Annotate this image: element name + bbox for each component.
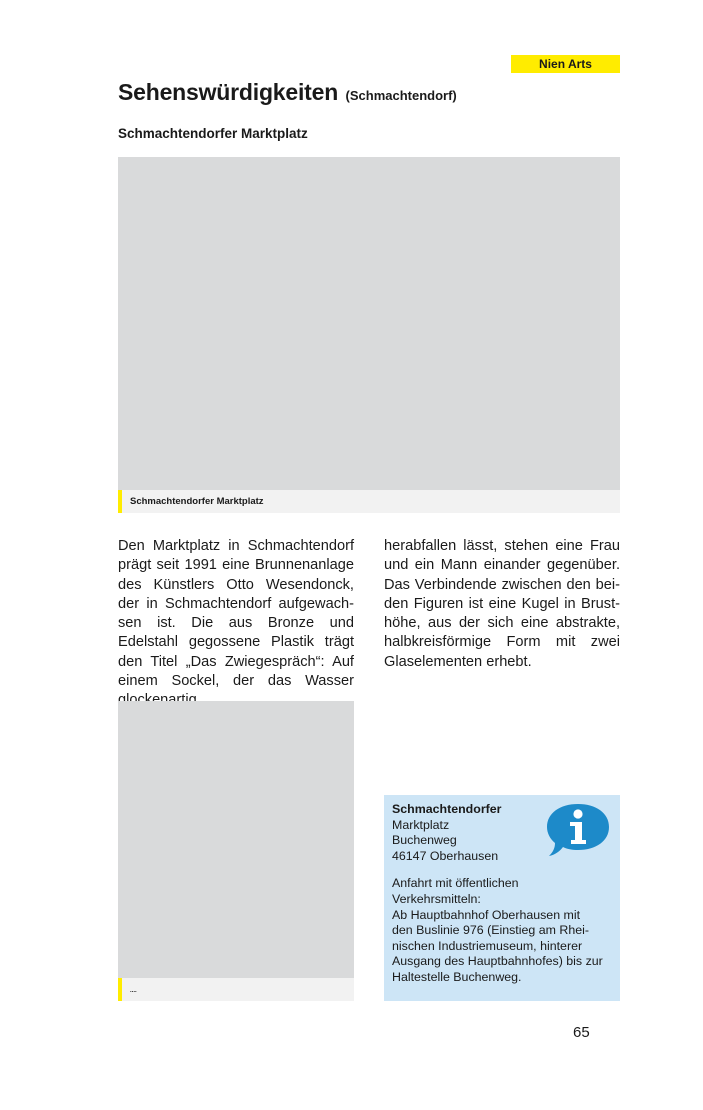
info-box-transit-line: Ab Hauptbahnhof Oberhausen mit	[392, 907, 581, 922]
photo-secondary	[118, 701, 354, 978]
info-box-name: Schmachtendorfer	[392, 802, 502, 816]
photo-caption-secondary	[118, 978, 354, 1001]
section-heading: Schmachtendorfer Marktplatz	[118, 126, 308, 141]
page-title	[118, 79, 457, 106]
category-tag: Nien Arts	[511, 55, 620, 73]
info-box-transit-label: Verkehrsmitteln:	[392, 891, 481, 906]
page-title-main: Sehenswürdigkeiten	[118, 79, 339, 105]
info-box-transit-line: Ausgang des Hauptbahnhofes) bis zur	[392, 954, 603, 969]
photo-caption-secondary-text: ....	[130, 988, 137, 994]
body-column-right: herabfallen lässt, stehen eine Frau und ein Mann einander gegenüber. Das Verbindende zwischen den beiden Figuren ist eine Kugel in Brusthöhe, aus der sich eine abstrakte, halbkreisförmige Form mit zwei Glaselementen erhebt.	[384, 538, 620, 670]
page-number: 65	[573, 1024, 590, 1041]
info-icon	[546, 802, 610, 858]
photo-marktplatz	[118, 157, 620, 490]
info-box-transit-label: Anfahrt mit öffentlichen	[392, 876, 519, 891]
info-box-address-line: 46147 Oberhausen	[392, 848, 499, 863]
photo-caption-text: Schmachtendorfer Marktplatz	[130, 496, 264, 507]
photo-caption-marktplatz	[118, 490, 620, 513]
info-box-transit-line: den Buslinie 976 (Einstieg am Rhei-	[392, 923, 589, 938]
info-box-transit-line: Haltestelle Buchenweg.	[392, 969, 522, 984]
body-column-left: Den Marktplatz in Schmachtendorf prägt seit 1991 eine Brunnenanlage des Künstlers Otto Wesendonck, der in Schmachtendorf aufgewachsen ist. Die aus Bronze und Edelstahl gegossene Plastik trägt den Titel „Das Zwiegespräch“: Auf einem Sockel, der das Wasser	[118, 538, 354, 690]
info-box-address-line: Buchenweg	[392, 833, 457, 848]
info-box-transit-line: nischen Industriemuseum, hinterer	[392, 938, 583, 953]
page-title-sub: (Schmachtendorf)	[345, 88, 457, 103]
info-box-address-line: Marktplatz	[392, 817, 450, 832]
